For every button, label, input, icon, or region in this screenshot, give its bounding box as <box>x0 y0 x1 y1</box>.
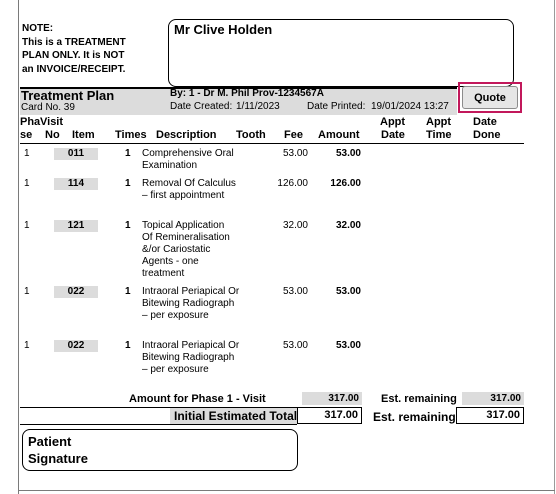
provider-line: By: 1 - Dr M. Phil Prov-1234567A <box>170 88 324 99</box>
row-phase: 1 <box>24 340 30 351</box>
card-number: Card No. 39 <box>21 102 75 113</box>
row-description <box>142 220 260 280</box>
row-times: 1 <box>125 286 131 297</box>
row-fee: 53.00 <box>282 340 308 351</box>
date-printed-label: Date Printed: <box>307 101 366 112</box>
initial-est-remaining-label: Est. remaining <box>373 410 456 424</box>
description-line: Bitewing Radiograph <box>142 298 235 309</box>
phase-est-remaining-label: Est. remaining <box>381 393 457 405</box>
description-line: – per exposure <box>142 310 209 321</box>
signature-label-line: Signature <box>28 451 88 466</box>
note-line: This is a TREATMENT <box>22 36 126 48</box>
row-phase: 1 <box>24 286 30 297</box>
date-printed-value: 19/01/2024 13:27 <box>371 101 449 112</box>
row-times: 1 <box>125 220 131 231</box>
col-visit-header: Visit <box>40 116 64 128</box>
totals-underline <box>20 424 297 425</box>
row-fee: 53.00 <box>282 148 308 159</box>
row-item-code: 114 <box>54 178 98 190</box>
date-created-label: Date Created: <box>170 101 233 112</box>
row-times: 1 <box>125 178 131 189</box>
description-line: Intraoral Periapical Or <box>142 286 240 297</box>
patient-name: Mr Clive Holden <box>174 22 273 37</box>
row-amount: 126.00 <box>330 178 361 189</box>
description-line: Agents - one <box>142 256 199 267</box>
col-date-done-header-top: Date <box>473 116 497 128</box>
phase-total-label: Amount for Phase 1 - Visit <box>129 393 266 405</box>
description-line: &/or Cariostatic <box>142 244 211 255</box>
right-border <box>554 0 555 494</box>
description-line: Topical Application <box>142 220 225 231</box>
note-line: PLAN ONLY. It is NOT <box>22 50 125 61</box>
col-phase-header-bottom: se <box>20 129 33 141</box>
row-amount: 53.00 <box>335 148 361 159</box>
quote-button[interactable]: Quote <box>462 86 518 109</box>
row-phase: 1 <box>24 148 30 159</box>
description-line: Bitewing Radiograph <box>142 352 235 363</box>
note-line: an INVOICE/RECEIPT. <box>22 63 126 75</box>
col-description-header: Description <box>156 129 217 141</box>
row-phase: 1 <box>24 178 30 189</box>
row-item-code: 121 <box>54 220 98 232</box>
row-fee: 53.00 <box>282 286 308 297</box>
col-item-header: Item <box>72 129 95 141</box>
phase-total-amount: 317.00 <box>302 392 362 405</box>
row-description <box>142 340 260 376</box>
col-fee-header: Fee <box>284 129 303 141</box>
description-line: treatment <box>142 268 185 279</box>
header-divider <box>20 143 524 144</box>
col-no-header: No <box>45 129 60 141</box>
col-appt-time-header-top: Appt <box>426 116 452 128</box>
col-phase-header-top: Pha <box>20 116 41 128</box>
description-line: Examination <box>142 160 198 171</box>
row-amount: 53.00 <box>335 340 361 351</box>
row-fee: 126.00 <box>277 178 308 189</box>
row-times: 1 <box>125 340 131 351</box>
initial-est-remaining-value: 317.00 <box>456 407 524 424</box>
row-item-code: 011 <box>54 148 98 160</box>
col-amount-header: Amount <box>318 129 360 141</box>
plan-title: Treatment Plan <box>21 88 115 103</box>
description-line: Of Remineralisation <box>142 232 230 243</box>
signature-label-line: Patient <box>28 434 72 449</box>
signature-label <box>28 433 88 467</box>
col-appt-time-header-bottom: Time <box>426 129 452 141</box>
row-amount: 53.00 <box>335 286 361 297</box>
note-line: NOTE: <box>22 23 54 34</box>
row-description <box>142 148 260 172</box>
description-line: Removal Of Calculus <box>142 178 236 189</box>
col-times-header: Times <box>115 129 147 141</box>
disclaimer-note <box>22 22 172 76</box>
row-description <box>142 286 260 322</box>
col-tooth-header: Tooth <box>236 129 266 141</box>
date-created-value: 1/11/2023 <box>236 101 280 112</box>
description-line: Intraoral Periapical Or <box>142 340 240 351</box>
col-appt-date-header-bottom: Date <box>381 129 405 141</box>
left-border <box>18 0 19 494</box>
row-amount: 32.00 <box>335 220 361 231</box>
initial-total-amount: 317.00 <box>297 407 362 424</box>
col-date-done-header-bottom: Done <box>473 129 501 141</box>
row-description <box>142 178 260 202</box>
row-times: 1 <box>125 148 131 159</box>
phase-est-remaining-value: 317.00 <box>462 392 524 405</box>
bottom-border <box>18 490 555 491</box>
description-line: Comprehensive Oral <box>142 148 234 159</box>
row-fee: 32.00 <box>282 220 308 231</box>
row-item-code: 022 <box>54 286 98 298</box>
description-line: – first appointment <box>142 190 225 201</box>
col-appt-date-header-top: Appt <box>380 116 406 128</box>
initial-total-label: Initial Estimated Total <box>174 409 298 423</box>
row-phase: 1 <box>24 220 30 231</box>
row-item-code: 022 <box>54 340 98 352</box>
description-line: – per exposure <box>142 364 209 375</box>
